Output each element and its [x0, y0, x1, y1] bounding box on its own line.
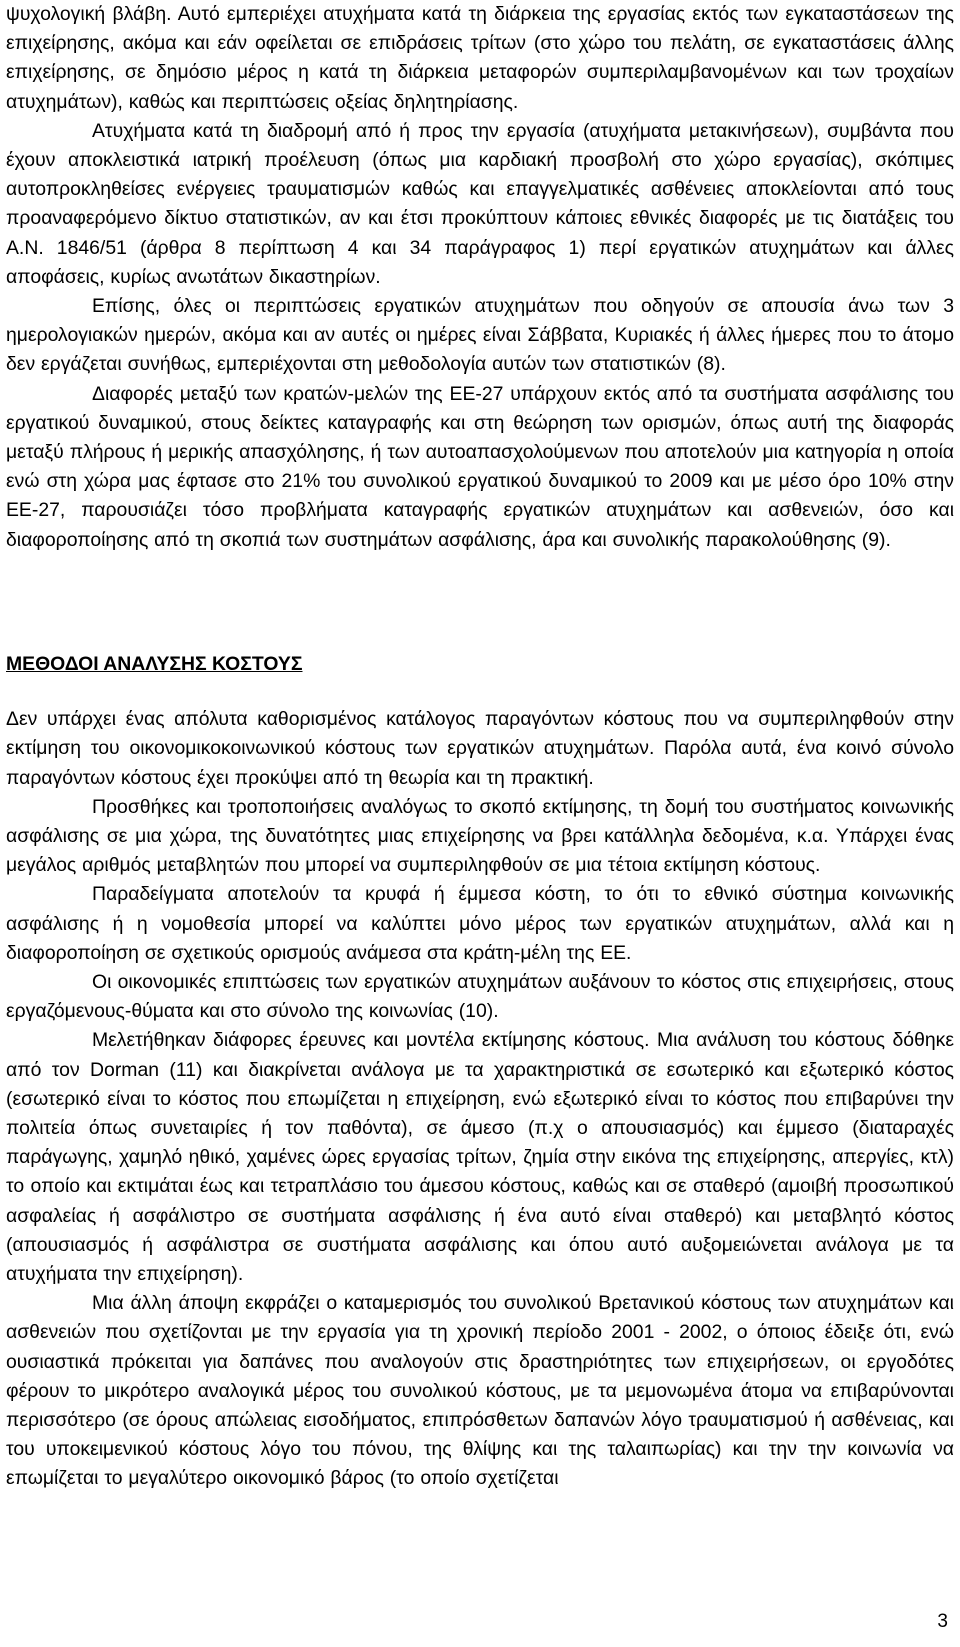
paragraph: Διαφορές μεταξύ των κρατών-μελών της ΕΕ-27 υπάρχουν εκτός από τα συστήματα ασφάλισης του εργατικού δυναμικού, στους δείκτες καταγραφής και στη θεώρηση των ορισμών, όπως αυτή της διαφοράς μεταξύ πλήρους ή μερικής απασχόλησης, ή των αυτοαπασχολούμενων που αποτελούν μια κατηγορία η οποία ενώ στη χώρα μας έφτασε στο 21% του συνολικού εργατικού δυναμικού το 2009 και με μέσο όρο 10% στην ΕΕ-27, παρουσιάζει τόσο προβλήματα καταγραφής εργατικών ατυχημάτων και ασθενειών, όσο και διαφοροποίησης από τη σκοπιά των συστημάτων ασφάλισης, άρα και συνολικής παρακολούθησης (9).: [6, 382, 954, 551]
paragraph: Παραδείγματα αποτελούν τα κρυφά ή έμμεσα κόστη, το ότι το εθνικό σύστημα κοινωνικής ασφάλισης ή η νομοθεσία μπορεί να καλύπτει μόνο μέρος των εργατικών ατυχημάτων, αλλά και η διαφοροποίηση σε σχετικούς ορισμούς ανάμεσα στα κράτη-μέλη της ΕΕ.: [6, 883, 954, 964]
paragraph: ψυχολογική βλάβη. Αυτό εμπεριέχει ατυχήματα κατά τη διάρκεια της εργασίας εκτός των εγκαταστάσεων της επιχείρησης, ακόμα και εάν οφείλεται σε επιδράσεις τρίτων (στο χώρο του πελάτη, σε εγκαταστάσεις άλλης επιχείρησης, σε δημόσιο μέρος η κατά τη διάρκεια μεταφορών συμπεριλαμβανομένων και των τροχαίων ατυχημάτων), καθώς και περιπτώσεις οξείας δηλητηρίασης.: [6, 3, 954, 113]
intro-section: [6, 0, 954, 555]
paragraph: Μελετήθηκαν διάφορες έρευνες και μοντέλα εκτίμησης κόστους. Μια ανάλυση του κόστους δόθηκε από τον Dorman (11) και διακρίνεται ανάλογα με τα χαρακτηριστικά σε εσωτερικό και εξωτερικό κόστος (εσωτερικό είναι το κόστος που επωμίζεται η επιχείρηση, ενώ εξωτερικό είναι το κόστος που επιβαρύνει την πολιτεία όπως συνεταιρίες ή τον παθόντα), σε άμεσο (π.χ ο απουσιασμός) και έμμεσο (διαταραχές παράγωγης, χαμηλό ηθικό, χαμένες ώρες εργασίας τρίτων, ζημία στην εικόνα της επιχείρησης, απεργίες, κτλ) το οποίο και εκτιμάται έως και τετραπλάσιο του άμεσου κόστους, καθώς και σε σταθερό (αμοιβή προσωπικού ασφαλείας ή ασφάλιστρο σε συστήματα ασφάλισης ή ένα αυτό είναι σταθερό) και μεταβλητό κόστος (απουσιασμός ή ασφάλιστρα σε συστήματα ασφάλισης και όπου αυτό αυξομειώνεται ανάλογα με τα ατυχήματα την επιχείρηση).: [6, 1029, 954, 1286]
section-heading: ΜΕΘΟΔΟΙ ΑΝΑΛΥΣΗΣ ΚΟΣΤΟΥΣ: [6, 653, 303, 675]
paragraph: Επίσης, όλες οι περιπτώσεις εργατικών ατυχημάτων που οδηγούν σε απουσία άνω των 3 ημερολογιακών ημερών, ακόμα και αν αυτές οι ημέρες είναι Σάββατα, Κυριακές ή άλλες ήμερες που το άτομο δεν εργάζεται συνήθως, εμπεριέχονται στη μεθοδολογία αυτών των στατιστικών (8).: [6, 295, 954, 376]
paragraph: Ατυχήματα κατά τη διαδρομή από ή προς την εργασία (ατυχήματα μετακινήσεων), συμβάντα που έχουν αποκλειστικά ιατρική προέλευση (όπως μια καρδιακή προσβολή στο χώρο εργασίας), σκόπιμες αυτοπροκληθείσες ενέργειες τραυματισμών καθώς και επαγγελματικές ασθένειες αποκλείονται από τους προαναφερόμενο δίκτυο στατιστικών, αν και έτσι προκύπτουν κάποιες εθνικές διαφορές με τις διατάξεις του Α.Ν. 1846/51 (άρθρα 8 περίπτωση 4 και 34 παράγραφος 1) περί εργατικών ατυχημάτων και άλλες αποφάσεις, κυρίως ανωτάτων δικαστηρίων.: [6, 119, 954, 288]
paragraph: Προσθήκες και τροποποιήσεις αναλόγως το σκοπό εκτίμησης, τη δομή του συστήματος κοινωνικής ασφάλισης σε μια χώρα, της δυνατότητες μιας επιχείρησης να βρει κατάλληλα δεδομένα, κ.α. Υπάρχει ένας μεγάλος αριθμός μεταβλητών που μπορεί να συμπεριληφθούν σε μια τέτοια εκτίμηση κόστους.: [6, 795, 954, 877]
paragraph: Μια άλλη άποψη εκφράζει ο καταμερισμός του συνολικού Βρετανικού κόστους των ατυχημάτων και ασθενειών που σχετίζονται με την εργασία για τη χρονική περίοδο 2001 - 2002, ο όποιος έδειξε ότι, ενώ ουσιαστικά πρόκειται για δαπάνες που αναλογούν στις δραστηριότητες των επιχειρήσεων, οι εργοδότες φέρουν το μικρότερο αναλογικά μέρος του συνολικού κόστους, με τα μεμονωμένα άτομα να επιβαρύνονται περισσότερο (σε όρους απώλειας εισοδήματος, επιπρόσθετων δαπανών λόγο τραυματισμού ή ασθένειας, και του υποκειμενικού κόστους λόγο του πόνου, της θλίψης και της ταλαιπωρίας) και την την κοινωνία να επωμίζεται το μεγαλύτερο οικονομικό βάρος (το οποίο σχετίζεται: [6, 1292, 954, 1490]
paragraph: Δεν υπάρχει ένας απόλυτα καθορισμένος κατάλογος παραγόντων κόστους που να συμπεριληφθούν στην εκτίμηση του οικονομικοκοινωνικού κόστους των εργατικών ατυχημάτων. Παρόλα αυτά, ένα κοινό σύνολο παραγόντων κόστους έχει προκύψει από τη θεωρία και τη πρακτική.: [6, 708, 954, 789]
paragraph: Οι οικονομικές επιπτώσεις των εργατικών ατυχημάτων αυξάνουν το κόστος στις επιχειρήσεις, στους εργαζόμενους-θύματα και στο σύνολο της κοινωνίας (10).: [6, 971, 954, 1023]
page-number: 3: [937, 1611, 948, 1632]
cost-methods-section: [6, 650, 954, 1494]
